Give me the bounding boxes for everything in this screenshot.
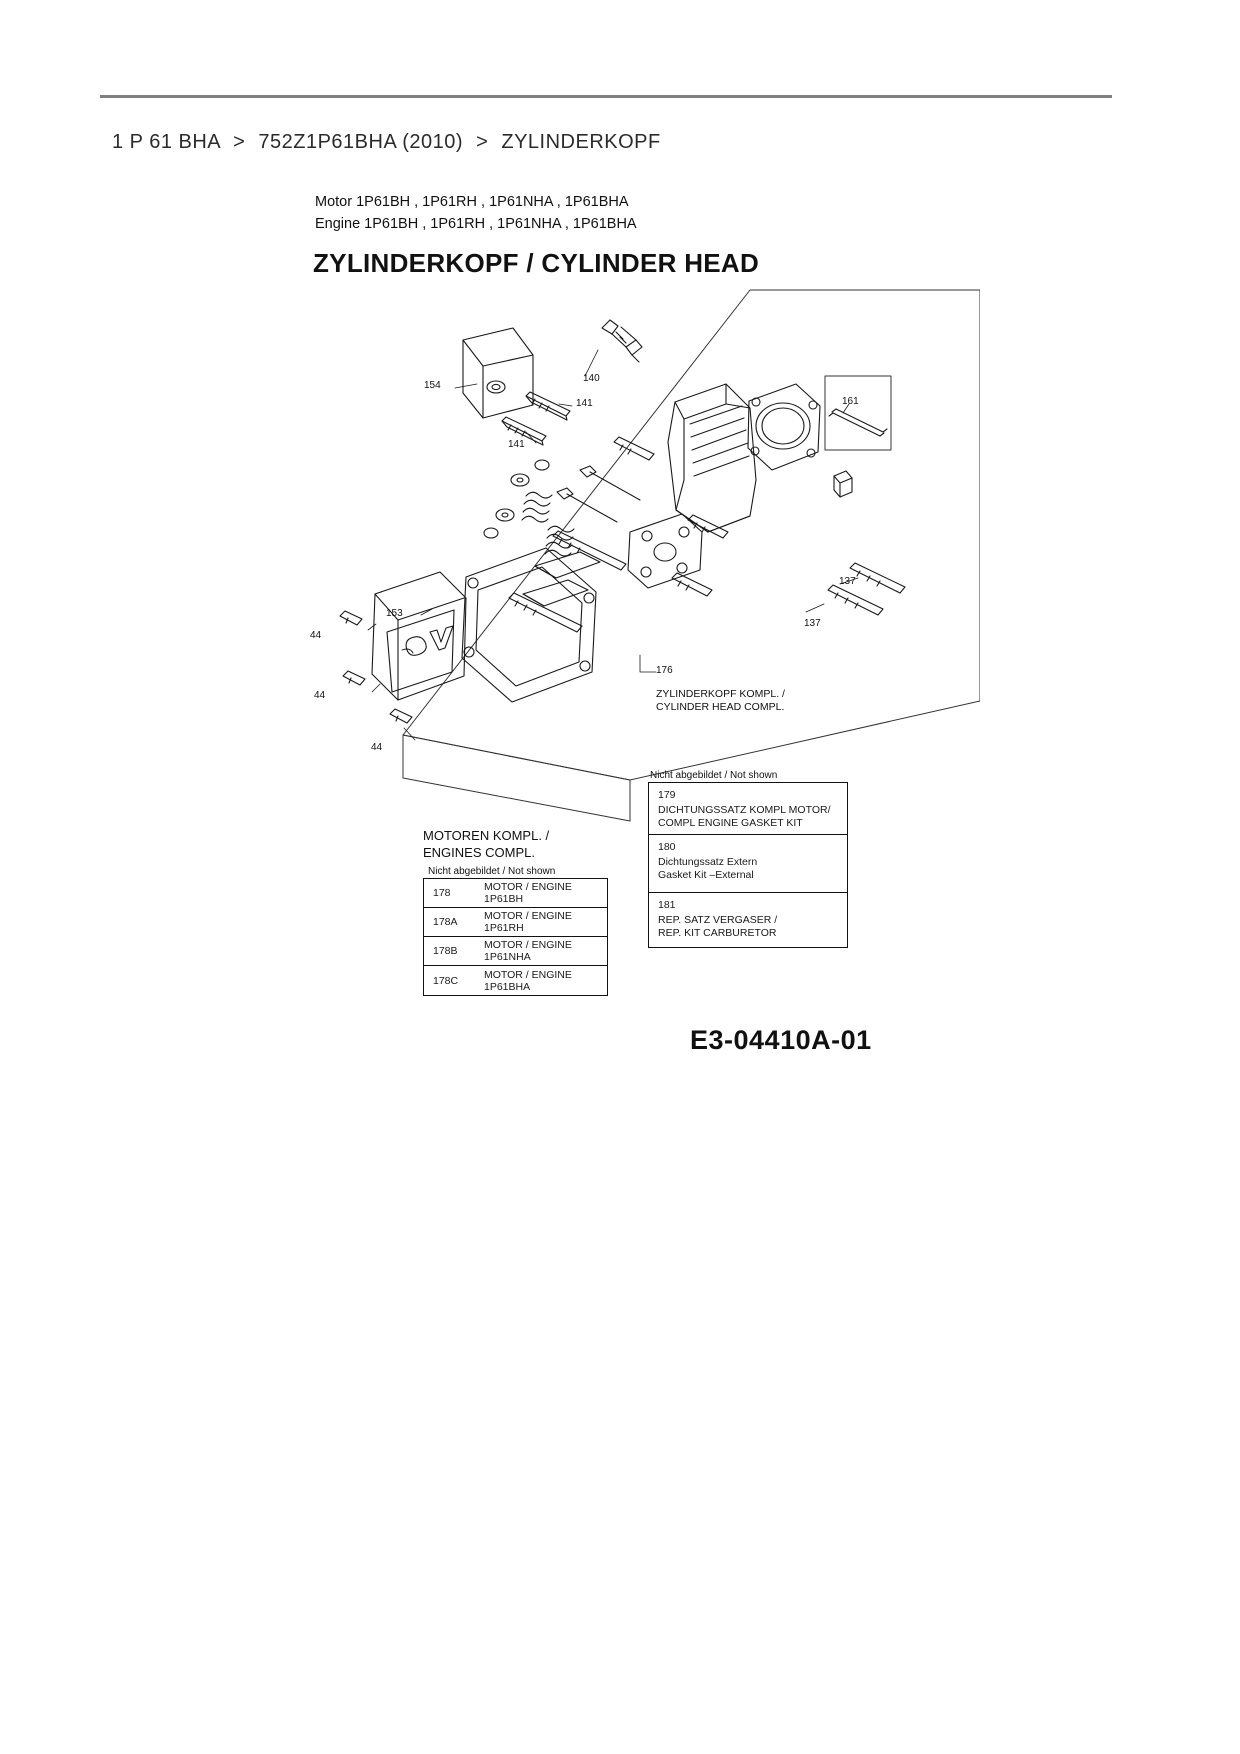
engine-row-number: 178C <box>433 974 459 987</box>
kit-desc-line2: COMPL ENGINE GASKET KIT <box>658 817 803 829</box>
table-row[interactable] <box>424 908 607 937</box>
breadcrumb-separator: > <box>476 131 489 153</box>
exploded-view-illustration <box>280 180 980 1070</box>
callout-137-a: 137 <box>839 576 856 587</box>
engine-row-description: MOTOR / ENGINE 1P61NHA <box>484 939 572 963</box>
kit-number: 180 <box>658 841 676 853</box>
callout-140: 140 <box>583 373 600 384</box>
callout-161: 161 <box>842 396 859 407</box>
callout-141-a: 141 <box>576 398 593 409</box>
engine-row-number: 178 <box>433 887 451 899</box>
header-divider <box>100 95 1112 98</box>
kit-desc-line1: REP. SATZ VERGASER / <box>658 914 778 926</box>
callout-176: 176 <box>656 665 673 676</box>
engine-row-description: MOTOR / ENGINE 1P61BH <box>484 881 572 905</box>
callout-153: 153 <box>386 608 403 619</box>
cylinder-head-caption-en: CYLINDER HEAD COMPL. <box>656 701 785 713</box>
breadcrumb-item-model[interactable]: 1 P 61 BHA <box>112 131 221 153</box>
callout-44-a: 44 <box>310 630 322 641</box>
kits-table <box>648 782 848 948</box>
diagram-title: ZYLINDERKOPF / CYLINDER HEAD <box>313 248 760 278</box>
engines-block-heading-de: MOTOREN KOMPL. / <box>423 828 550 843</box>
parts-diagram <box>280 180 980 1070</box>
breadcrumb <box>112 131 661 154</box>
document-id: E3-04410A-01 <box>690 1025 872 1055</box>
engine-row-description: MOTOR / ENGINE 1P61RH <box>484 910 572 934</box>
callout-141-b: 141 <box>508 439 525 450</box>
table-row[interactable] <box>424 879 607 908</box>
kit-desc-line1: Dichtungssatz Extern <box>658 856 758 868</box>
table-row[interactable] <box>424 937 607 966</box>
breadcrumb-separator: > <box>233 131 246 153</box>
kit-desc-line2: REP. KIT CARBURETOR <box>658 927 777 939</box>
engine-row-number: 178B <box>433 945 458 957</box>
breadcrumb-item-assembly[interactable]: 752Z1P61BHA (2010) <box>258 131 464 153</box>
engine-row-number: 178A <box>433 916 458 928</box>
diagram-header-de: Motor 1P61BH , 1P61RH , 1P61NHA , 1P61BHA <box>315 194 629 210</box>
kit-number: 181 <box>658 899 676 911</box>
diagram-header-en: Engine 1P61BH , 1P61RH , 1P61NHA , 1P61BHA <box>315 216 637 232</box>
engines-not-shown-label: Nicht abgebildet / Not shown <box>428 866 556 877</box>
callout-154: 154 <box>424 380 441 391</box>
callout-44-b: 44 <box>314 690 326 701</box>
kit-item-179[interactable] <box>649 783 847 835</box>
callout-137-b: 137 <box>804 618 821 629</box>
cylinder-head-caption-de: ZYLINDERKOPF KOMPL. / <box>656 688 785 700</box>
engines-table <box>423 878 608 996</box>
kit-number: 179 <box>658 789 676 801</box>
engines-block-heading-en: ENGINES COMPL. <box>423 845 535 860</box>
kit-desc-line2: Gasket Kit –External <box>658 869 754 881</box>
kit-item-180[interactable] <box>649 835 847 893</box>
kit-desc-line1: DICHTUNGSSATZ KOMPL MOTOR/ <box>658 804 831 816</box>
table-row[interactable] <box>424 966 607 995</box>
engine-row-description: MOTOR / ENGINE 1P61BHA <box>484 968 572 993</box>
kits-not-shown-label: Nicht abgebildet / Not shown <box>650 770 778 781</box>
kit-item-181[interactable] <box>649 893 847 947</box>
breadcrumb-item-section[interactable]: ZYLINDERKOPF <box>501 131 661 153</box>
callout-44-c: 44 <box>371 742 383 753</box>
